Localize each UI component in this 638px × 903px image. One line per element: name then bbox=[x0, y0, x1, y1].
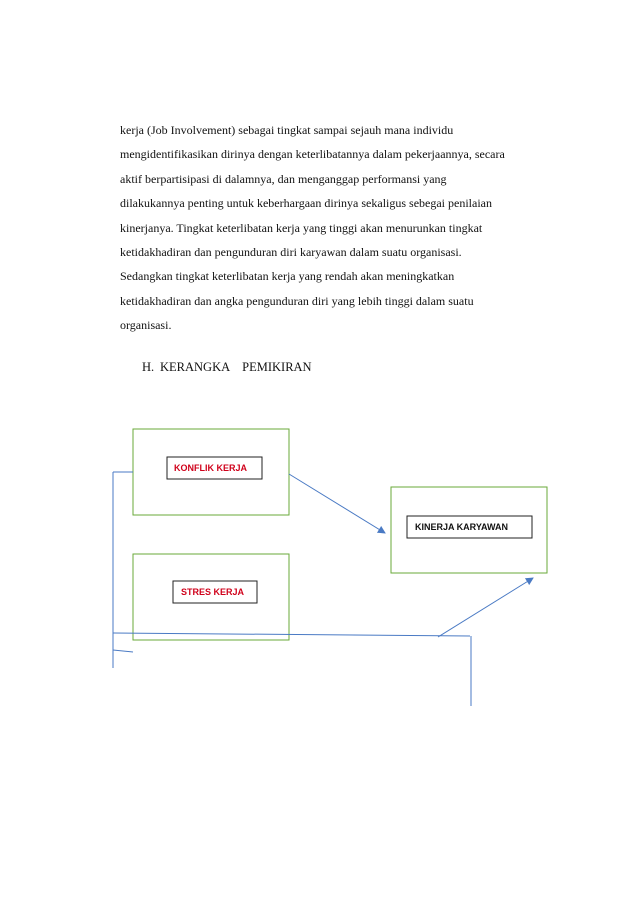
body-line: mengidentifikasikan dirinya dengan keterlibatannya dalam pekerjaannya, secara bbox=[120, 147, 505, 162]
kinerja-label: KINERJA KARYAWAN bbox=[415, 522, 509, 532]
body-line: dilakukannya penting untuk keberhargaan dirinya sekaligus sebegai penilaian bbox=[120, 196, 492, 211]
stres-label: STRES KERJA bbox=[181, 587, 245, 597]
body-line: aktif berpartisipasi di dalamnya, dan menganggap performansi yang bbox=[120, 171, 447, 186]
horizontal-connector bbox=[113, 633, 470, 636]
section-label: H. bbox=[142, 360, 155, 374]
body-line: Sedangkan tingkat keterlibatan kerja yang rendah akan meningkatkan bbox=[120, 269, 455, 284]
konflik-to-kinerja-arrow bbox=[289, 474, 385, 533]
left-bottom-tick bbox=[113, 650, 133, 652]
combined-to-kinerja-arrow bbox=[438, 578, 533, 637]
section-word-pemikiran: PEMIKIRAN bbox=[242, 360, 312, 374]
body-line: kinerjanya. Tingkat keterlibatan kerja yang tinggi akan menurunkan tingkat bbox=[120, 220, 483, 235]
body-line: ketidakhadiran dan angka pengunduran diri yang lebih tinggi dalam suatu bbox=[120, 293, 474, 308]
konflik-label: KONFLIK KERJA bbox=[174, 463, 248, 473]
section-word-kerangka: KERANGKA bbox=[160, 360, 231, 374]
body-line: ketidakhadiran dan pengunduran diri karyawan dalam suatu organisasi. bbox=[120, 245, 462, 260]
body-line: kerja (Job Involvement) sebagai tingkat sampai sejauh mana individu bbox=[120, 123, 454, 137]
body-line: organisasi. bbox=[120, 318, 172, 333]
